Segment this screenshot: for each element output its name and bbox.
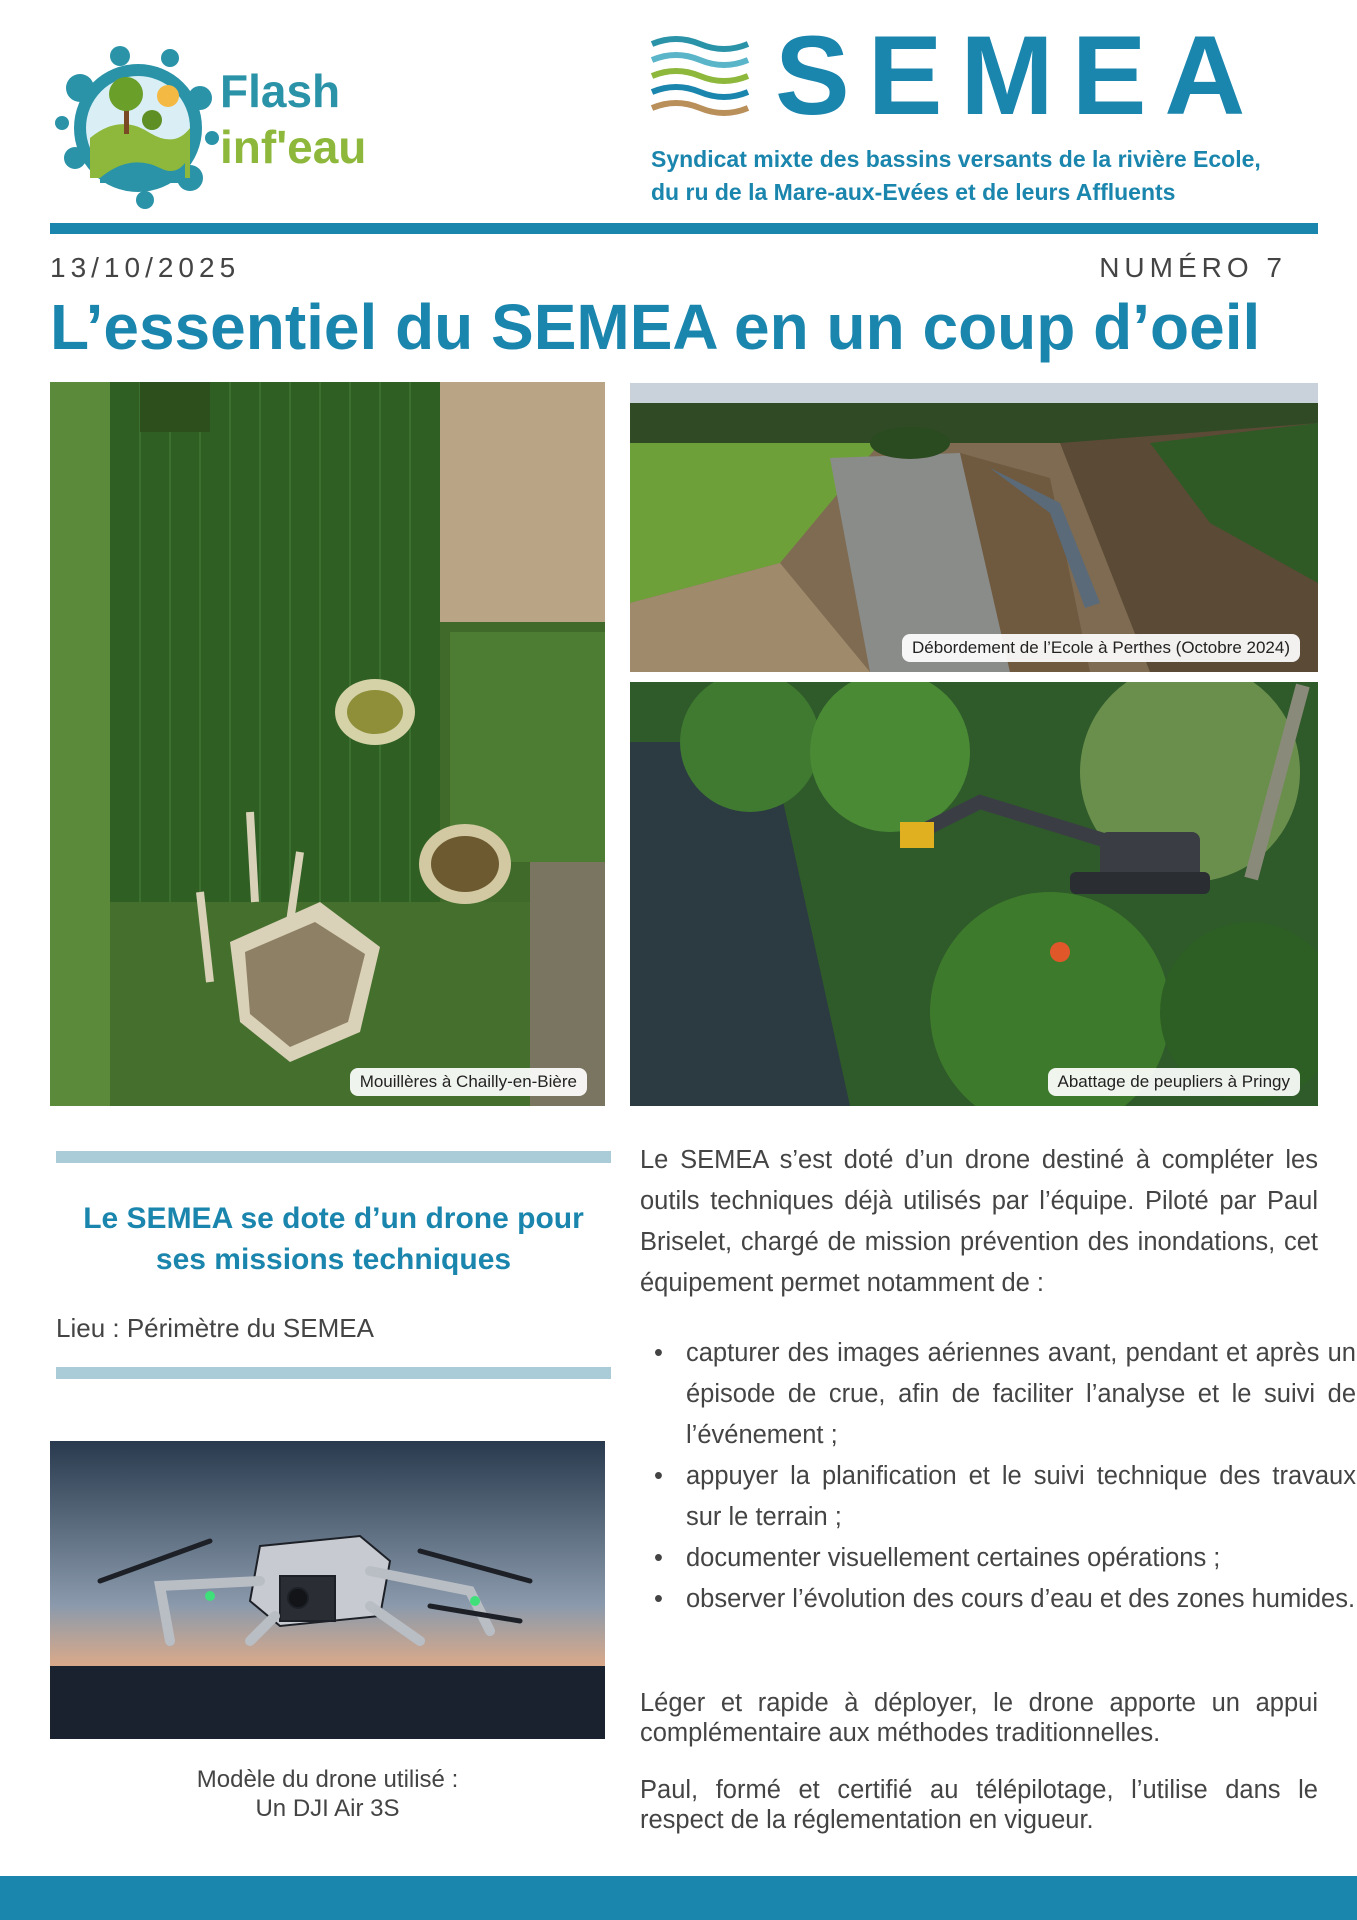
splash-emblem-icon	[50, 28, 220, 218]
photo-abattage	[630, 682, 1318, 1106]
photo-drone	[50, 1441, 605, 1739]
infeau-label: inf'eau	[220, 121, 367, 173]
list-item	[654, 1456, 1356, 1538]
photo-debordement	[630, 383, 1318, 672]
issue-date: 13/10/2025	[50, 252, 241, 283]
photo-caption: Débordement de l’Ecole à Perthes (Octobre 2024)	[902, 634, 1300, 662]
list-item-text: capturer des images aériennes avant, pendant et après un épisode de crue, afin de faciliter l’analyse et le suivi de l’événement ;	[686, 1339, 1356, 1449]
photo-caption: Mouillères à Chailly-en-Bière	[350, 1068, 587, 1096]
list-item-text: appuyer la planification et le suivi technique des travaux sur le terrain ;	[686, 1462, 1356, 1531]
list-item	[654, 1538, 1356, 1579]
header-rule	[50, 223, 1318, 234]
drone-caption-line-2: Un DJI Air 3S	[255, 1795, 400, 1822]
bullet-icon: •	[654, 1339, 663, 1367]
issue-number: NUMÉRO 7	[1099, 252, 1287, 283]
bullet-icon: •	[654, 1462, 663, 1490]
photo-caption: Abattage de peupliers à Pringy	[1048, 1068, 1301, 1096]
photo-mouilleres	[50, 382, 605, 1106]
list-item	[654, 1579, 1356, 1620]
bullet-icon: •	[654, 1585, 663, 1613]
article-bullet-list	[648, 1333, 1356, 1620]
divider-bottom	[56, 1367, 611, 1379]
article-paragraph-3: Paul, formé et certifié au télépilotage, l’utilise dans le respect de la réglementation en vigueur.	[640, 1776, 1318, 1834]
waves-icon	[648, 34, 752, 124]
article-intro: Le SEMEA s’est doté d’un drone destiné à compléter les outils techniques déjà utilisés par l’équipe. Piloté par Paul Briselet, chargé de mission prévention des inondations, cet équipement permet notamment de :	[640, 1146, 1318, 1297]
divider-top	[56, 1151, 611, 1163]
article-paragraph-2: Léger et rapide à déployer, le drone apporte un appui complémentaire aux méthodes traditionnelles.	[640, 1689, 1318, 1747]
bullet-icon: •	[654, 1544, 663, 1572]
drone-caption	[50, 1765, 605, 1823]
syndicat-subtitle	[651, 143, 1261, 209]
list-item-text: observer l’évolution des cours d’eau et des zones humides.	[686, 1585, 1356, 1613]
article-heading: Le SEMEA se dote d’un drone pour ses missions techniques	[83, 1202, 584, 1276]
list-item-text: documenter visuellement certaines opérations ;	[686, 1544, 1221, 1572]
semea-wordmark: SEMEA	[775, 13, 1264, 138]
flash-infeau-logo	[50, 28, 380, 218]
footer-bar	[0, 1876, 1357, 1920]
list-item	[654, 1333, 1356, 1456]
article-location: Lieu : Périmètre du SEMEA	[56, 1313, 374, 1343]
subtitle-line-2: du ru de la Mare-aux-Evées et de leurs Affluents	[651, 179, 1176, 205]
subtitle-line-1: Syndicat mixte des bassins versants de la rivière Ecole,	[651, 146, 1261, 172]
drone-caption-line-1: Modèle du drone utilisé :	[196, 1766, 459, 1793]
page-title: L’essentiel du SEMEA en un coup d’oeil	[50, 291, 1261, 363]
flash-label: Flash	[220, 65, 341, 117]
